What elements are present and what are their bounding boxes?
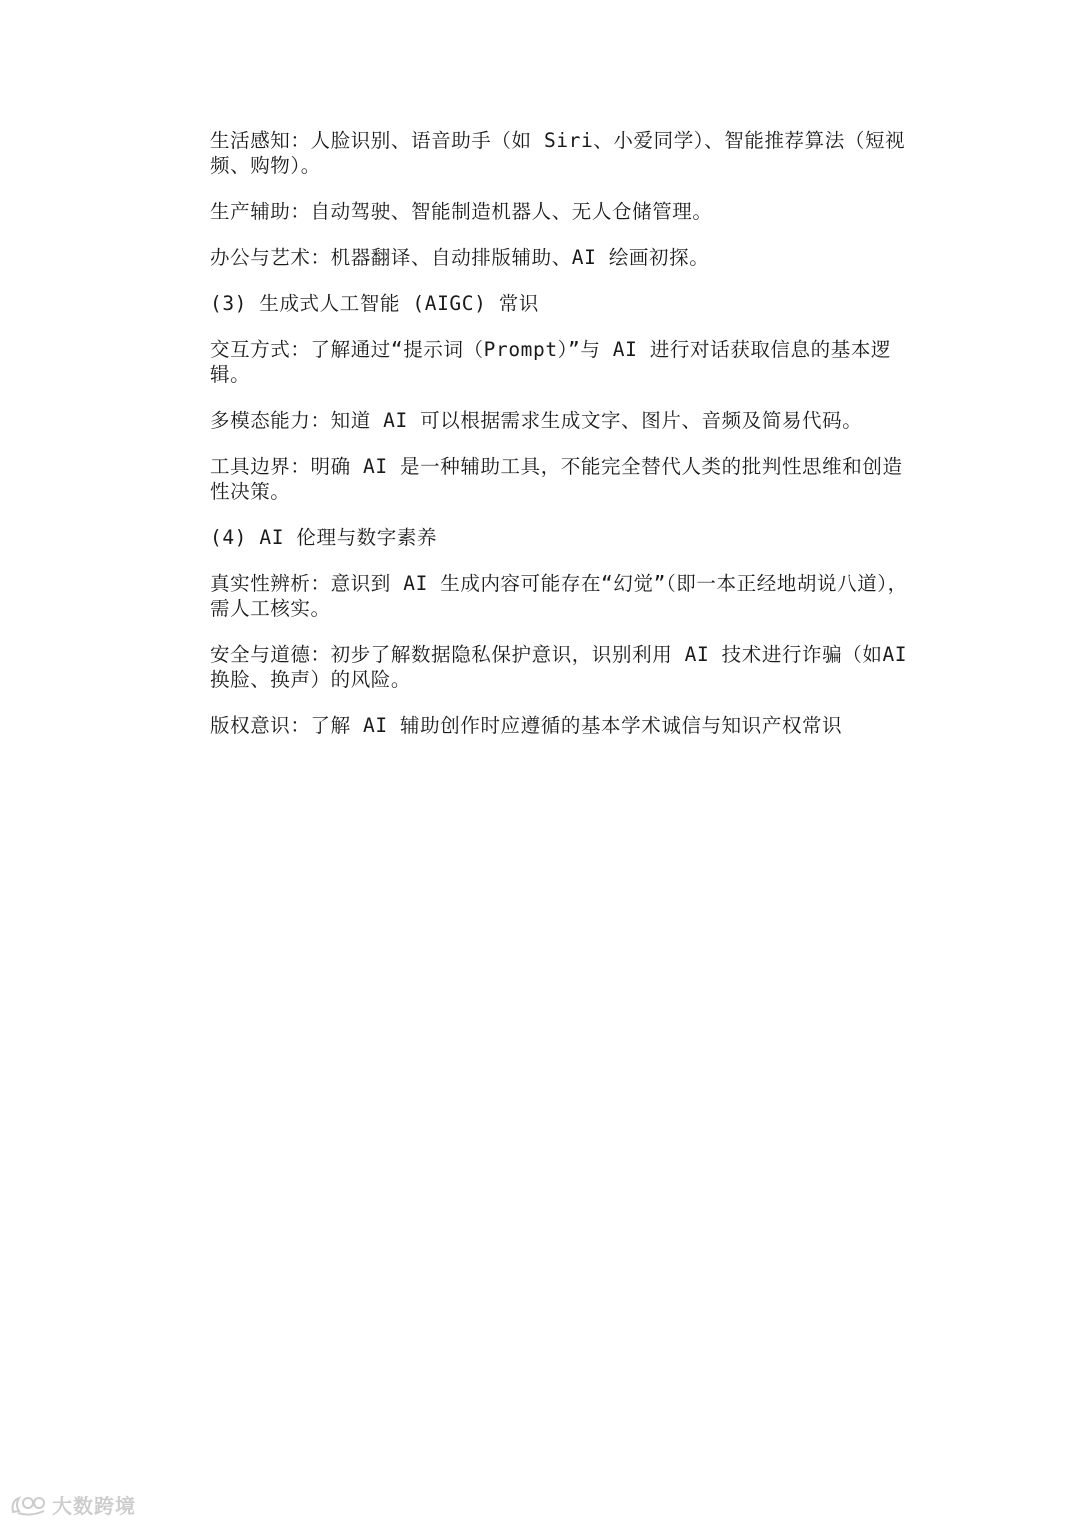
paragraph-life-perception: 生活感知：人脸识别、语音助手（如 Siri、小爱同学）、智能推荐算法（短视频、购物）。 [210, 129, 906, 177]
paragraph-safety: 安全与道德：初步了解数据隐私保护意识，识别利用 AI 技术进行诈骗（如AI 换脸、换声）的风险。 [210, 643, 920, 691]
section-heading-ethics: (4) AI 伦理与数字素养 [210, 526, 438, 549]
section-heading-aigc: (3) 生成式人工智能 (AIGC) 常识 [210, 292, 539, 315]
document-body [210, 128, 922, 759]
watermark [10, 1490, 136, 1519]
paragraph-authenticity: 真实性辨析：意识到 AI 生成内容可能存在“幻觉”（即一本正经地胡说八道），需人工核实。 [210, 572, 908, 620]
paragraph-production-assist: 生产辅助：自动驾驶、智能制造机器人、无人仓储管理。 [210, 200, 713, 223]
brand-logo-icon [10, 1493, 48, 1517]
paragraph-multimodal: 多模态能力：知道 AI 可以根据需求生成文字、图片、音频及简易代码。 [210, 409, 863, 432]
paragraph-office-art: 办公与艺术：机器翻译、自动排版辅助、AI 绘画初探。 [210, 246, 710, 269]
watermark-text: 大数跨境 [52, 1494, 136, 1518]
paragraph-tool-boundary: 工具边界：明确 AI 是一种辅助工具，不能完全替代人类的批判性思维和创造性决策。 [210, 455, 903, 503]
paragraph-interaction: 交互方式：了解通过“提示词（Prompt）”与 AI 进行对话获取信息的基本逻辑。 [210, 338, 892, 386]
paragraph-copyright: 版权意识：了解 AI 辅助创作时应遵循的基本学术诚信与知识产权常识 [210, 714, 843, 737]
